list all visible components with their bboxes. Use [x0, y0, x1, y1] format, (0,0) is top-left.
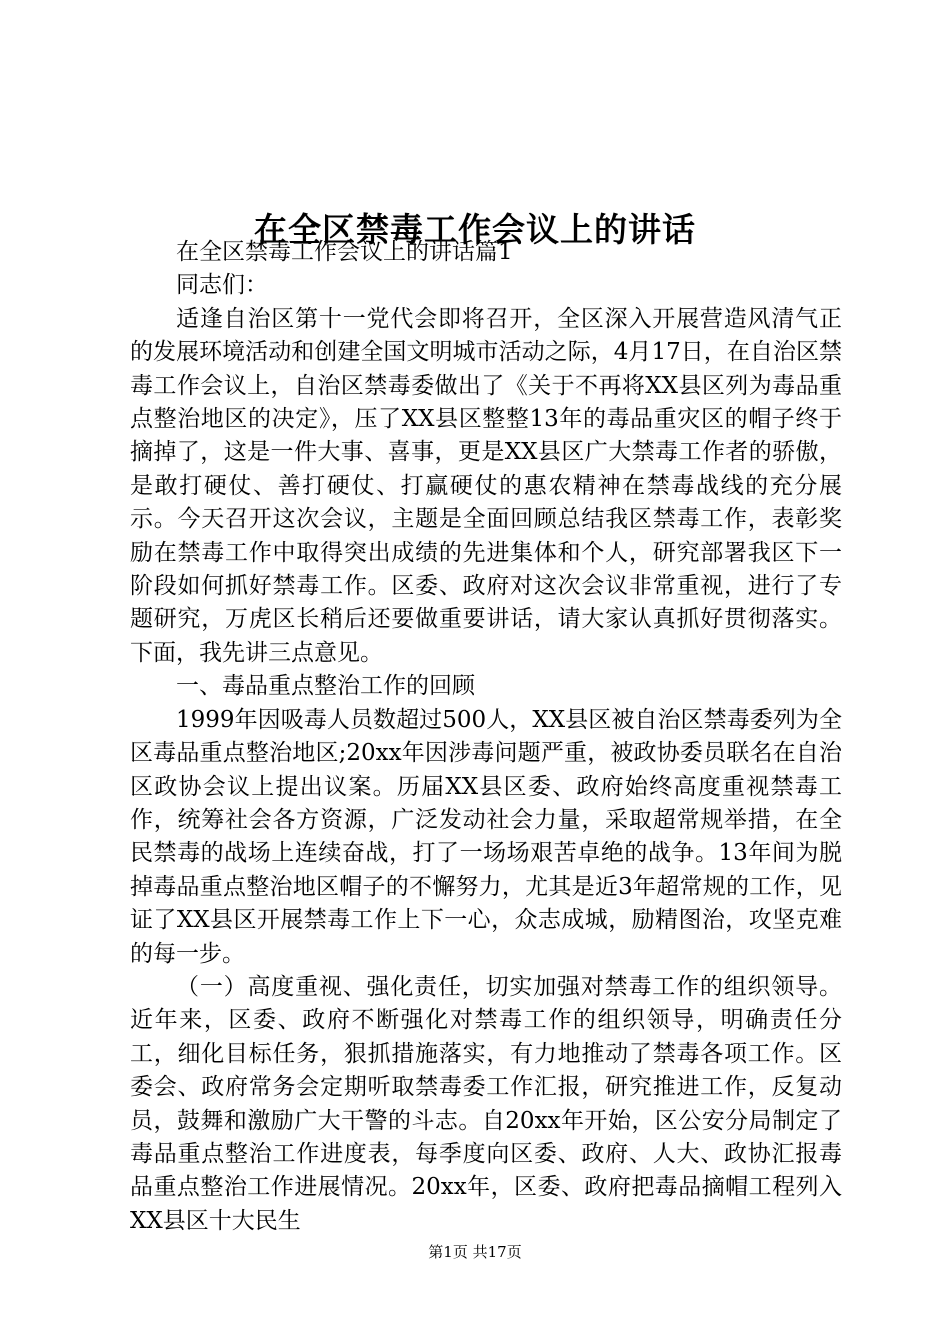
subtitle-paragraph: 在全区禁毒工作会议上的讲话篇1 [176, 239, 513, 265]
body-paragraph: （一）高度重视、强化责任，切实加强对禁毒工作的组织领导。近年来，区委、政府不断强化对禁毒工作的组织领导，明确责任分工，细化目标任务，狠抓措施落实，有力地推动了禁毒各项工作。区委会、政府常务会定期听取禁毒委工作汇报，研究推进工作，反复动员，鼓舞和激励广大干警的斗志。自20xx年开始，区公安分局制定了毒品重点整治工作进度表，每季度向区委、政府、人大、政协汇报毒品重点整治工作进展情况。20xx年，区委、政府把毒品摘帽工程列入XX县区十大民生 [130, 973, 842, 1234]
body-paragraph: 适逢自治区第十一党代会即将召开，全区深入开展营造风清气正的发展环境活动和创建全国文明城市活动之际，4月17日，在自治区禁毒工作会议上，自治区禁毒委做出了《关于不再将XX县区列为毒品重点整治地区的决定》，压了XX县区整整13年的毒品重灾区的帽子终于摘掉了，这是一件大事、喜事，更是XX县区广大禁毒工作者的骄傲，是敢打硬仗、善打硬仗、打赢硬仗的惠农精神在禁毒战线的充分展示。今天召开这次会议，主题是全面回顾总结我区禁毒工作，表彰奖励在禁毒工作中取得突出成绩的先进集体和个人，研究部署我区下一阶段如何抓好禁毒工作。区委、政府对这次会议非常重视，进行了专题研究，万虎区长稍后还要做重要讲话，请大家认真抓好贯彻落实。下面，我先讲三点意见。 [130, 305, 842, 666]
section-heading: 一、毒品重点整治工作的回顾 [176, 673, 475, 700]
body-paragraph: 1999年因吸毒人员数超过500人，XX县区被自治区禁毒委列为全区毒品重点整治地区;20xx年因涉毒问题严重，被政协委员联名在自治区政协会议上提出议案。历届XX县区委、政府始终高度重视禁毒工作，统筹社会各方资源，广泛发动社会力量，采取超常规举措，在全民禁毒的战场上连续奋战，打了一场场艰苦卓绝的战争。13年间为脱掉毒品重点整治地区帽子的不懈努力，尤其是近3年超常规的工作，见证了XX县区开展禁毒工作上下一心，众志成城，励精图治，攻坚克难的每一步。 [130, 706, 842, 967]
page-footer: 第1页 共17页 [428, 1243, 522, 1261]
document-body [130, 236, 842, 1238]
document-title: 在全区禁毒工作会议上的讲话 [254, 210, 696, 250]
salutation-paragraph: 同志们： [176, 272, 268, 299]
